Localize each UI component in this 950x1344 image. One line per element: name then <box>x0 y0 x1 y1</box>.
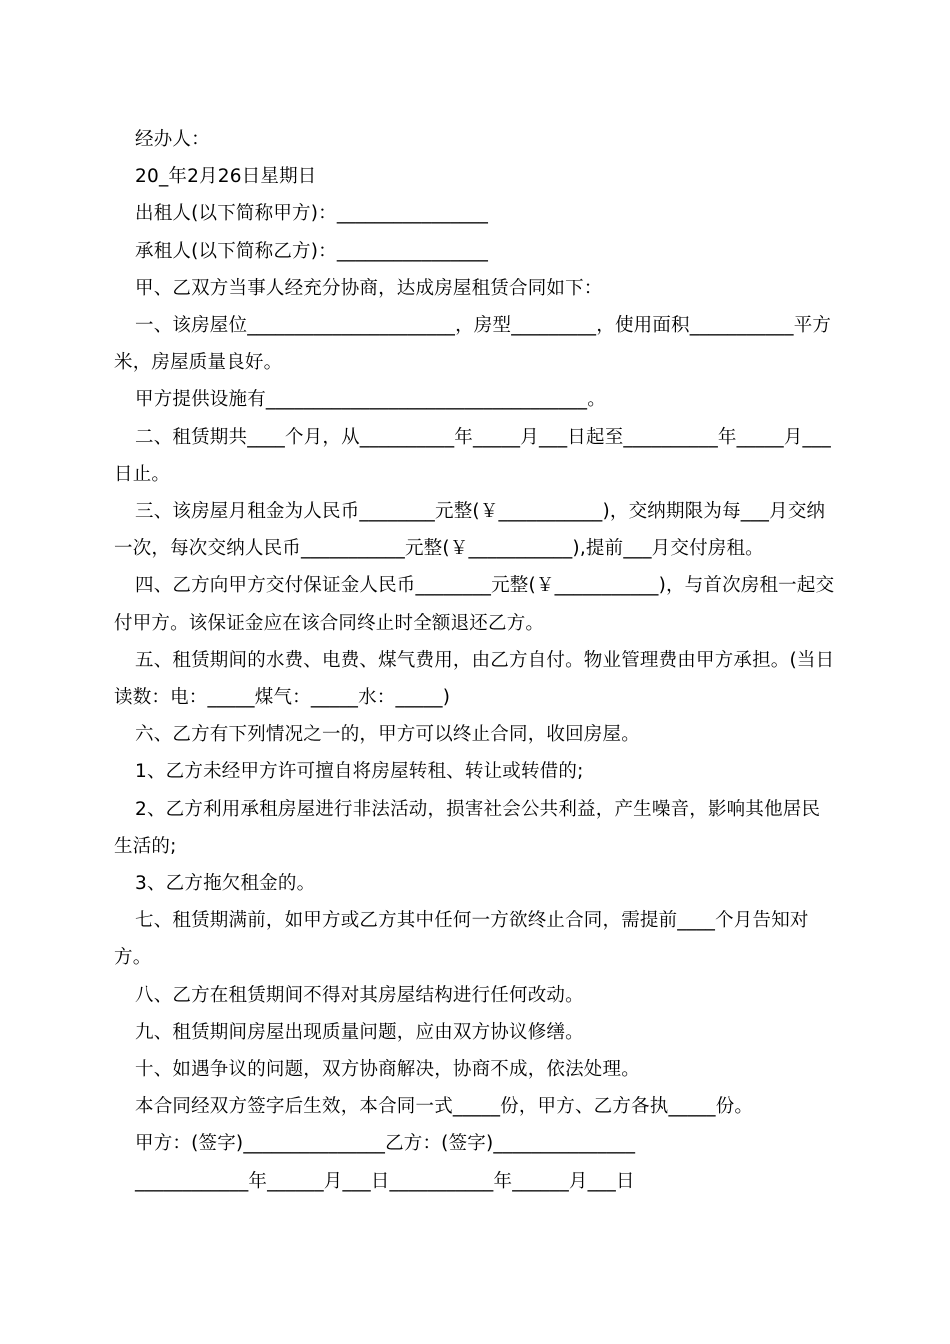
clause-9: 九、租赁期间房屋出现质量问题，应由双方协议修缮。 <box>135 1021 584 1043</box>
signature-line: 甲方：(签字)_______________乙方：(签字)_______________ <box>135 1133 636 1155</box>
contract-body <box>114 121 836 1200</box>
clause-6-item-3: 3、乙方拖欠租金的。 <box>135 873 316 895</box>
clause-5: 五、租赁期间的水费、电费、煤气费用，由乙方自付。物业管理费由甲方承担。(当日读数：电：_____煤气：_____水：_____) <box>114 649 835 709</box>
lessor-line: 出租人(以下简称甲方)：________________ <box>135 203 489 225</box>
clause-10: 十、如遇争议的问题，双方协商解决，协商不成，依法处理。 <box>135 1059 640 1081</box>
clause-6-item-1: 1、乙方未经甲方许可擅自将房屋转租、转让或转借的; <box>135 761 584 783</box>
facilities-line: 甲方提供设施有__________________________________。 <box>135 389 606 411</box>
clause-2: 二、租赁期共____个月，从__________年_____月___日起至__________年_____月___日止。 <box>114 426 831 485</box>
clause-3: 三、该房屋月租金为人民币________元整(￥___________)，交纳期限为每___月交纳一次，每次交纳人民币___________元整(￥___________),提前___月交付房租。 <box>114 501 826 560</box>
clause-4: 四、乙方向甲方交付保证金人民币________元整(￥___________)，与首次房租一起交付甲方。该保证金应在该合同终止时全额退还乙方。 <box>114 575 835 634</box>
clause-1: 一、该房屋位______________________，房型_________，使用面积___________平方米，房屋质量良好。 <box>114 315 832 374</box>
signature-date-line: ____________年______月___日___________年______月___日 <box>135 1170 635 1192</box>
intro-paragraph: 甲、乙双方当事人经充分协商，达成房屋租赁合同如下： <box>135 277 603 299</box>
clause-8: 八、乙方在租赁期间不得对其房屋结构进行任何改动。 <box>135 984 584 1006</box>
clause-7: 七、租赁期满前，如甲方或乙方其中任何一方欲终止合同，需提前____个月告知对方。 <box>114 910 809 969</box>
handler-line: 经办人： <box>135 129 210 150</box>
date-line: 20_年2月26日星期日 <box>135 166 317 188</box>
clause-6: 六、乙方有下列情况之一的，甲方可以终止合同，收回房屋。 <box>135 724 640 746</box>
clause-6-item-2: 2、乙方利用承租房屋进行非法活动，损害社会公共利益，产生噪音，影响其他居民生活的; <box>114 798 821 857</box>
effectiveness-line: 本合同经双方签字后生效，本合同一式_____份，甲方、乙方各执_____份。 <box>135 1096 754 1118</box>
lessee-line: 承租人(以下简称乙方)：________________ <box>135 240 489 262</box>
